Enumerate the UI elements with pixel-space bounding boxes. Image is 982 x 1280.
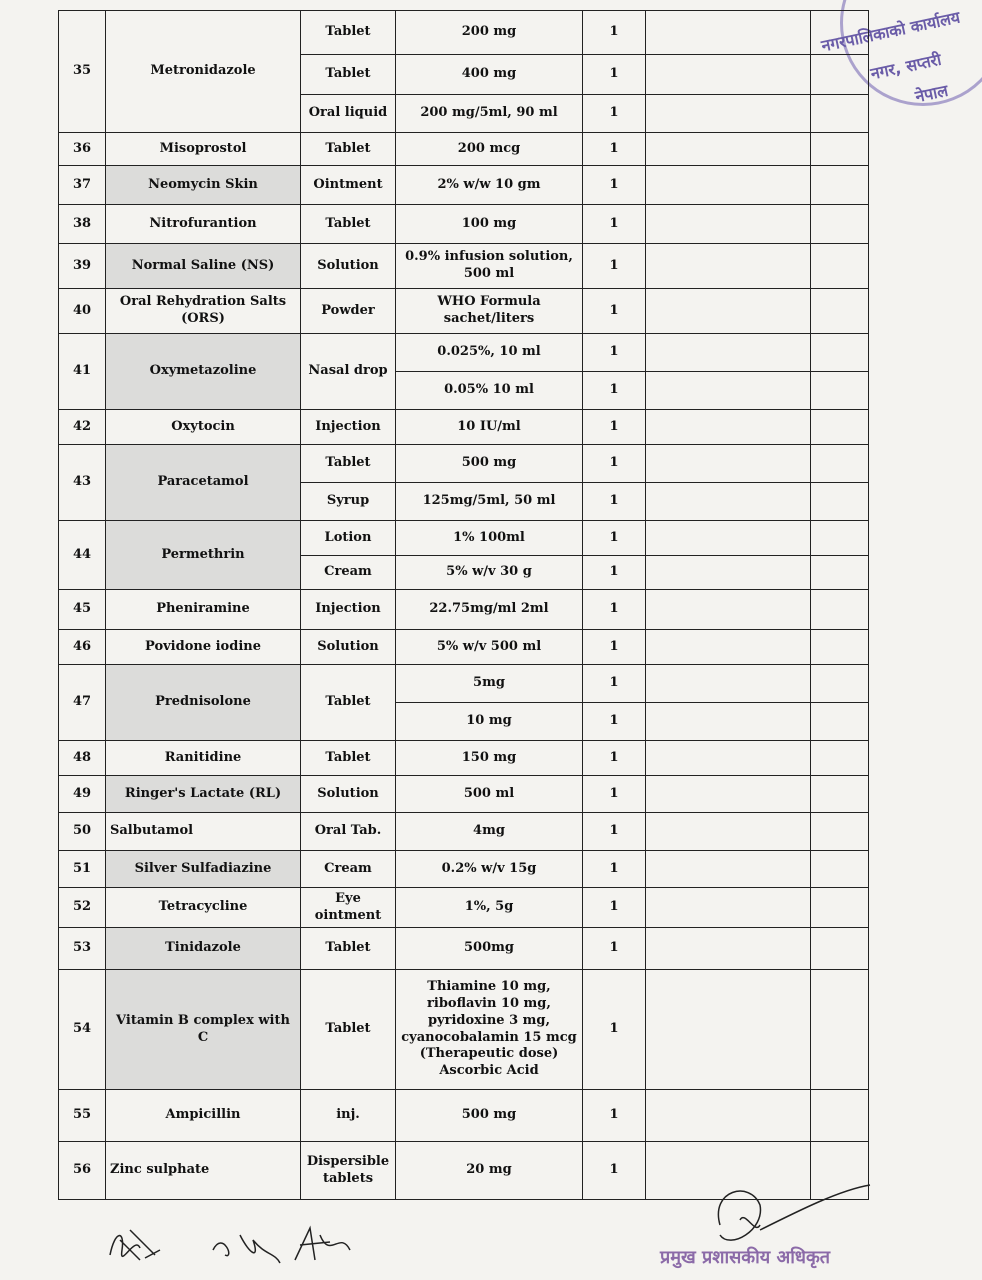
serial-number-cell: 52 <box>59 888 106 928</box>
medicine-name-cell: Misoprostol <box>106 133 301 166</box>
table-row <box>59 928 869 970</box>
blank-cell <box>811 483 869 521</box>
medicine-table-body <box>59 11 869 1200</box>
serial-number-cell: 38 <box>59 205 106 244</box>
blank-cell <box>646 133 811 166</box>
quantity-cell: 1 <box>583 289 646 334</box>
dosage-form-cell: Tablet <box>301 445 396 483</box>
serial-number-cell: 42 <box>59 410 106 445</box>
blank-cell <box>646 11 811 55</box>
blank-cell <box>811 11 869 55</box>
dosage-form-cell: Ointment <box>301 166 396 205</box>
table-row <box>59 665 869 703</box>
dosage-form-cell: inj. <box>301 1090 396 1142</box>
blank-cell <box>646 244 811 289</box>
officer-designation: प्रमुख प्रशासकीय अधिकृत <box>660 1247 831 1268</box>
medicine-name-cell: Povidone iodine <box>106 630 301 665</box>
quantity-cell: 1 <box>583 888 646 928</box>
serial-number-cell: 55 <box>59 1090 106 1142</box>
strength-cell: 1% 100ml <box>396 521 583 556</box>
serial-number-cell: 35 <box>59 11 106 133</box>
table-row <box>59 521 869 556</box>
dosage-form-cell: Dispersible tablets <box>301 1142 396 1200</box>
dosage-form-cell: Injection <box>301 590 396 630</box>
blank-cell <box>811 205 869 244</box>
table-row <box>59 590 869 630</box>
blank-cell <box>646 741 811 776</box>
blank-cell <box>811 590 869 630</box>
blank-cell <box>811 776 869 813</box>
dosage-form-cell: Tablet <box>301 205 396 244</box>
dosage-form-cell: Solution <box>301 630 396 665</box>
blank-cell <box>646 483 811 521</box>
strength-cell: 20 mg <box>396 1142 583 1200</box>
dosage-form-cell: Solution <box>301 776 396 813</box>
dosage-form-cell: Oral liquid <box>301 95 396 133</box>
blank-cell <box>646 166 811 205</box>
blank-cell <box>811 166 869 205</box>
blank-cell <box>811 741 869 776</box>
blank-cell <box>646 95 811 133</box>
quantity-cell: 1 <box>583 630 646 665</box>
serial-number-cell: 51 <box>59 851 106 888</box>
serial-number-cell: 37 <box>59 166 106 205</box>
dosage-form-cell: Nasal drop <box>301 334 396 410</box>
quantity-cell: 1 <box>583 741 646 776</box>
medicine-name-cell: Pheniramine <box>106 590 301 630</box>
quantity-cell: 1 <box>583 813 646 851</box>
dosage-form-cell: Tablet <box>301 55 396 95</box>
strength-cell: 5% w/v 500 ml <box>396 630 583 665</box>
table-row <box>59 244 869 289</box>
quantity-cell: 1 <box>583 970 646 1090</box>
table-row <box>59 776 869 813</box>
table-row <box>59 133 869 166</box>
medicine-name-cell: Permethrin <box>106 521 301 590</box>
blank-cell <box>646 289 811 334</box>
serial-number-cell: 45 <box>59 590 106 630</box>
blank-cell <box>646 445 811 483</box>
serial-number-cell: 48 <box>59 741 106 776</box>
stamp-line-2: नगर, सप्तरी <box>868 49 943 84</box>
serial-number-cell: 41 <box>59 334 106 410</box>
blank-cell <box>646 665 811 703</box>
strength-cell: 200 mcg <box>396 133 583 166</box>
dosage-form-cell: Tablet <box>301 665 396 741</box>
blank-cell <box>811 928 869 970</box>
quantity-cell: 1 <box>583 410 646 445</box>
table-row <box>59 205 869 244</box>
strength-cell: 500 mg <box>396 445 583 483</box>
medicine-name-cell: Prednisolone <box>106 665 301 741</box>
quantity-cell: 1 <box>583 928 646 970</box>
medicine-table <box>58 10 869 1200</box>
dosage-form-cell: Powder <box>301 289 396 334</box>
blank-cell <box>811 851 869 888</box>
table-row <box>59 851 869 888</box>
quantity-cell: 1 <box>583 665 646 703</box>
strength-cell: 100 mg <box>396 205 583 244</box>
dosage-form-cell: Cream <box>301 851 396 888</box>
strength-cell: 0.025%, 10 ml <box>396 334 583 372</box>
quantity-cell: 1 <box>583 851 646 888</box>
quantity-cell: 1 <box>583 483 646 521</box>
blank-cell <box>646 928 811 970</box>
blank-cell <box>646 521 811 556</box>
blank-cell <box>646 334 811 372</box>
blank-cell <box>646 410 811 445</box>
medicine-name-cell: Normal Saline (NS) <box>106 244 301 289</box>
medicine-name-cell: Tinidazole <box>106 928 301 970</box>
serial-number-cell: 47 <box>59 665 106 741</box>
quantity-cell: 1 <box>583 1090 646 1142</box>
quantity-cell: 1 <box>583 205 646 244</box>
dosage-form-cell: Tablet <box>301 11 396 55</box>
blank-cell <box>811 630 869 665</box>
blank-cell <box>646 888 811 928</box>
dosage-form-cell: Oral Tab. <box>301 813 396 851</box>
strength-cell: 500 ml <box>396 776 583 813</box>
strength-cell: 0.05% 10 ml <box>396 372 583 410</box>
strength-cell: 5mg <box>396 665 583 703</box>
medicine-name-cell: Salbutamol <box>106 813 301 851</box>
signature-3 <box>285 1220 355 1270</box>
strength-cell: 0.9% infusion solution, 500 ml <box>396 244 583 289</box>
blank-cell <box>811 133 869 166</box>
dosage-form-cell: Syrup <box>301 483 396 521</box>
dosage-form-cell: Tablet <box>301 970 396 1090</box>
quantity-cell: 1 <box>583 166 646 205</box>
table-row <box>59 166 869 205</box>
quantity-cell: 1 <box>583 95 646 133</box>
blank-cell <box>811 95 869 133</box>
strength-cell: 200 mg <box>396 11 583 55</box>
dosage-form-cell: Injection <box>301 410 396 445</box>
blank-cell <box>811 244 869 289</box>
blank-cell <box>646 205 811 244</box>
blank-cell <box>811 813 869 851</box>
medicine-name-cell: Neomycin Skin <box>106 166 301 205</box>
serial-number-cell: 53 <box>59 928 106 970</box>
strength-cell: 5% w/v 30 g <box>396 556 583 590</box>
signature-1 <box>100 1220 170 1270</box>
blank-cell <box>811 703 869 741</box>
serial-number-cell: 36 <box>59 133 106 166</box>
signature-2 <box>205 1225 285 1270</box>
table-row <box>59 888 869 928</box>
blank-cell <box>811 556 869 590</box>
blank-cell <box>811 888 869 928</box>
strength-cell: 1%, 5g <box>396 888 583 928</box>
medicine-name-cell: Oxymetazoline <box>106 334 301 410</box>
table-row <box>59 970 869 1090</box>
serial-number-cell: 46 <box>59 630 106 665</box>
medicine-name-cell: Tetracycline <box>106 888 301 928</box>
dosage-form-cell: Eye ointment <box>301 888 396 928</box>
table-row <box>59 410 869 445</box>
blank-cell <box>811 372 869 410</box>
quantity-cell: 1 <box>583 133 646 166</box>
strength-cell: 4mg <box>396 813 583 851</box>
medicine-name-cell: Vitamin B complex with C <box>106 970 301 1090</box>
medicine-name-cell: Paracetamol <box>106 445 301 521</box>
quantity-cell: 1 <box>583 556 646 590</box>
serial-number-cell: 54 <box>59 970 106 1090</box>
medicine-name-cell: Ampicillin <box>106 1090 301 1142</box>
quantity-cell: 1 <box>583 703 646 741</box>
table-row <box>59 289 869 334</box>
stamp-line-1: नगरपालिकाको कार्यालय <box>819 7 962 56</box>
strength-cell: 10 IU/ml <box>396 410 583 445</box>
table-row <box>59 741 869 776</box>
quantity-cell: 1 <box>583 590 646 630</box>
blank-cell <box>811 445 869 483</box>
table-row <box>59 445 869 483</box>
quantity-cell: 1 <box>583 445 646 483</box>
strength-cell: 400 mg <box>396 55 583 95</box>
table-row <box>59 630 869 665</box>
dosage-form-cell: Tablet <box>301 133 396 166</box>
blank-cell <box>811 289 869 334</box>
strength-cell: 2% w/w 10 gm <box>396 166 583 205</box>
strength-cell: WHO Formula sachet/liters <box>396 289 583 334</box>
quantity-cell: 1 <box>583 55 646 95</box>
blank-cell <box>811 1090 869 1142</box>
medicine-table-container <box>58 10 868 1200</box>
strength-cell: 200 mg/5ml, 90 ml <box>396 95 583 133</box>
medicine-name-cell: Silver Sulfadiazine <box>106 851 301 888</box>
strength-cell: 150 mg <box>396 741 583 776</box>
blank-cell <box>646 703 811 741</box>
table-row <box>59 1090 869 1142</box>
dosage-form-cell: Solution <box>301 244 396 289</box>
dosage-form-cell: Cream <box>301 556 396 590</box>
quantity-cell: 1 <box>583 521 646 556</box>
dosage-form-cell: Tablet <box>301 928 396 970</box>
quantity-cell: 1 <box>583 776 646 813</box>
medicine-name-cell: Oxytocin <box>106 410 301 445</box>
blank-cell <box>646 1090 811 1142</box>
blank-cell <box>646 813 811 851</box>
blank-cell <box>646 590 811 630</box>
blank-cell <box>811 334 869 372</box>
strength-cell: 500 mg <box>396 1090 583 1142</box>
blank-cell <box>646 630 811 665</box>
strength-cell: 22.75mg/ml 2ml <box>396 590 583 630</box>
quantity-cell: 1 <box>583 372 646 410</box>
blank-cell <box>646 970 811 1090</box>
serial-number-cell: 44 <box>59 521 106 590</box>
strength-cell: 0.2% w/v 15g <box>396 851 583 888</box>
blank-cell <box>646 776 811 813</box>
blank-cell <box>646 556 811 590</box>
medicine-name-cell: Metronidazole <box>106 11 301 133</box>
table-row <box>59 334 869 372</box>
medicine-name-cell: Zinc sulphate <box>106 1142 301 1200</box>
blank-cell <box>811 970 869 1090</box>
blank-cell <box>646 55 811 95</box>
serial-number-cell: 50 <box>59 813 106 851</box>
serial-number-cell: 40 <box>59 289 106 334</box>
table-row <box>59 813 869 851</box>
blank-cell <box>811 410 869 445</box>
serial-number-cell: 43 <box>59 445 106 521</box>
strength-cell: 125mg/5ml, 50 ml <box>396 483 583 521</box>
dosage-form-cell: Lotion <box>301 521 396 556</box>
strength-cell: Thiamine 10 mg, riboflavin 10 mg, pyridoxine 3 mg, cyanocobalamin 15 mcg (Therapeutic dose) Ascorbic Acid <box>396 970 583 1090</box>
blank-cell <box>646 372 811 410</box>
blank-cell <box>646 851 811 888</box>
quantity-cell: 1 <box>583 11 646 55</box>
blank-cell <box>811 665 869 703</box>
strength-cell: 500mg <box>396 928 583 970</box>
medicine-name-cell: Ringer's Lactate (RL) <box>106 776 301 813</box>
medicine-name-cell: Oral Rehydration Salts (ORS) <box>106 289 301 334</box>
strength-cell: 10 mg <box>396 703 583 741</box>
serial-number-cell: 56 <box>59 1142 106 1200</box>
quantity-cell: 1 <box>583 244 646 289</box>
dosage-form-cell: Tablet <box>301 741 396 776</box>
blank-cell <box>811 521 869 556</box>
medicine-name-cell: Nitrofurantion <box>106 205 301 244</box>
blank-cell <box>811 55 869 95</box>
quantity-cell: 1 <box>583 1142 646 1200</box>
serial-number-cell: 49 <box>59 776 106 813</box>
quantity-cell: 1 <box>583 334 646 372</box>
table-row <box>59 11 869 55</box>
medicine-name-cell: Ranitidine <box>106 741 301 776</box>
stamp-line-3: नेपाल <box>913 80 950 107</box>
serial-number-cell: 39 <box>59 244 106 289</box>
